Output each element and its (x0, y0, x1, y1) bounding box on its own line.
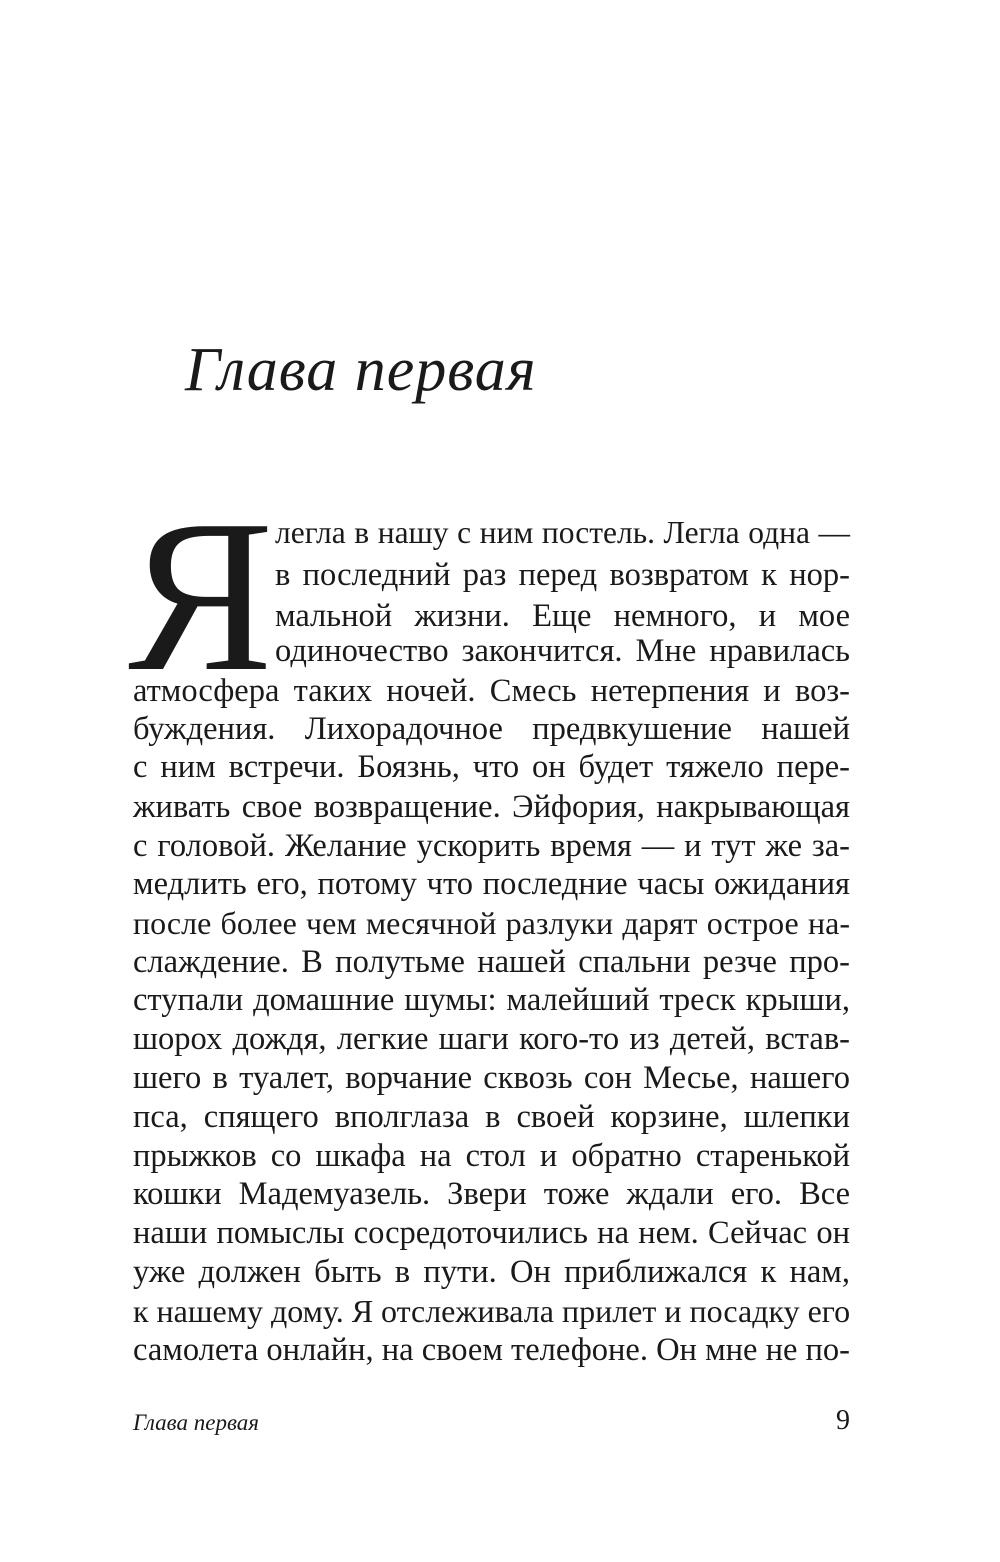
text-line: кошки Мадемуазель. Звери тоже ждали его. Все (133, 1176, 850, 1212)
text-line: шего в туалет, ворчание сквозь сон Месье, нашего (133, 1060, 850, 1096)
text-line: уже должен быть в пути. Он приближался к нам, (133, 1254, 850, 1290)
text-line: живать свое возвращение. Эйфория, накрывающая (133, 789, 850, 825)
text-line: буждения. Лихорадочное предвкушение нашей (133, 711, 850, 747)
text-line: в последний раз перед возвратом к нор- (275, 557, 850, 593)
text-line: шорох дождя, легкие шаги кого-то из детей, встав- (133, 1021, 850, 1057)
text-line: после более чем месячной разлуки дарят острое на- (133, 905, 850, 941)
running-head: Глава первая (133, 1410, 259, 1435)
text-line: медлить его, потому что последние часы ожидания (133, 866, 850, 902)
text-line: с ним встречи. Боязнь, что он будет тяжело пере- (133, 749, 850, 785)
chapter-title: Глава первая (185, 336, 537, 404)
text-line: мальной жизни. Еще немного, и мое (275, 598, 850, 634)
text-line: с головой. Желание ускорить время — и тут же за- (133, 828, 850, 864)
text-line: пса, спящего вполглаза в своей корзине, шлепки (133, 1099, 850, 1135)
text-line: прыжков со шкафа на стол и обратно старенькой (133, 1138, 850, 1174)
text-line: легла в нашу с ним постель. Легла одна — (275, 515, 850, 550)
text-line: слаждение. В полутьме нашей спальни резче про- (133, 944, 850, 980)
text-line: атмосфера таких ночей. Смесь нетерпения и воз- (133, 673, 850, 709)
text-line: наши помыслы сосредоточились на нем. Сейчас он (133, 1215, 850, 1251)
text-line: к нашему дому. Я отслеживала прилет и посадку его (133, 1293, 851, 1329)
text-line: самолета онлайн, на своем телефоне. Он мне не по- (133, 1332, 850, 1368)
drop-cap: Я (128, 476, 274, 717)
text-line: ступали домашние шумы: малейший треск крыши, (133, 982, 850, 1018)
page-number: 9 (836, 1405, 850, 1436)
text-line: одиночество закончится. Мне нравилась (275, 633, 850, 669)
